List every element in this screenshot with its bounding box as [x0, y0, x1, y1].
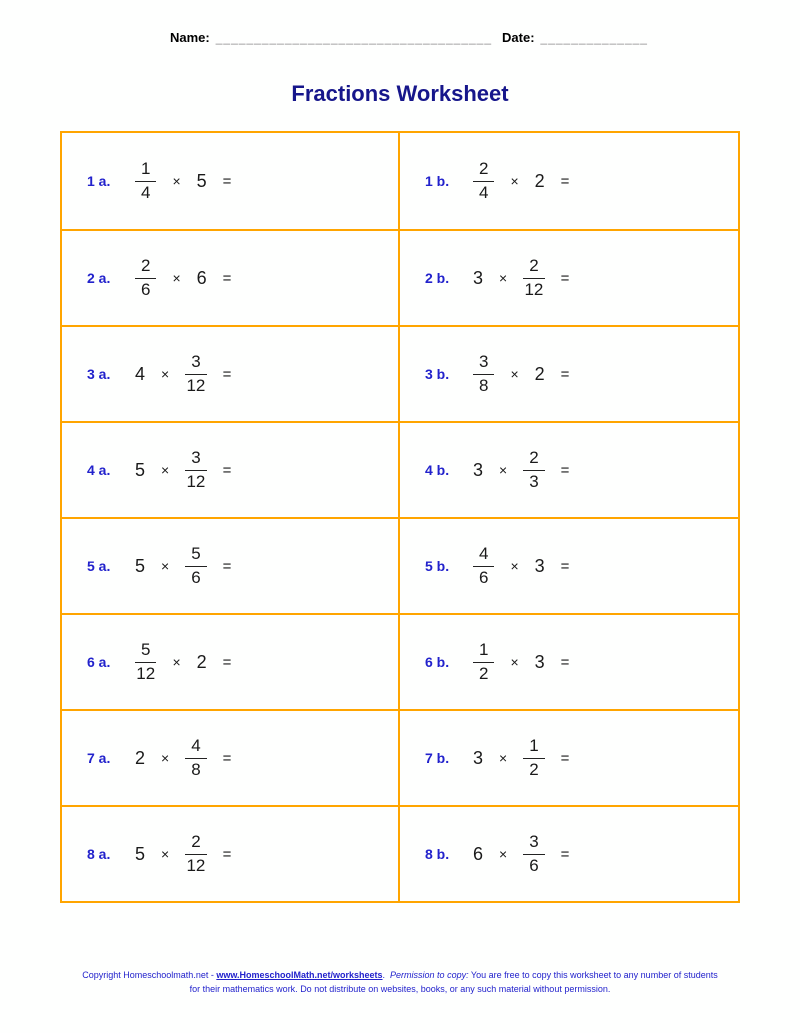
fraction-denominator: 4 [141, 182, 151, 202]
multiply-sign: × [499, 750, 508, 766]
equals-sign: = [222, 172, 232, 190]
equals-sign: = [222, 749, 232, 767]
fraction-numerator: 3 [185, 449, 206, 471]
whole-number: 3 [473, 267, 484, 288]
problem-cell [400, 517, 738, 613]
whole-number: 5 [135, 843, 146, 864]
equals-sign: = [222, 845, 232, 863]
problem-label: 2 a. [87, 270, 111, 286]
fraction-denominator: 12 [186, 375, 206, 395]
fraction-numerator: 3 [185, 353, 206, 375]
multiply-sign: × [172, 270, 181, 286]
problem-cell [400, 709, 738, 805]
permission-label: Permission to copy: [390, 970, 469, 980]
problem-label: 3 a. [87, 366, 111, 382]
whole-number: 2 [534, 363, 545, 384]
fraction-numerator: 2 [523, 449, 544, 471]
worksheets-link[interactable]: www.HomeschoolMath.net/worksheets [216, 970, 383, 980]
multiply-sign: × [510, 654, 519, 670]
fraction-denominator: 12 [186, 471, 206, 491]
whole-number: 3 [534, 651, 545, 672]
fraction-numerator: 2 [523, 257, 544, 279]
fraction [185, 833, 206, 875]
equals-sign: = [560, 365, 570, 383]
footer-copyright [80, 969, 720, 997]
equals-sign: = [560, 172, 570, 190]
name-label: Name: [170, 30, 210, 45]
problem-cell [400, 805, 738, 901]
fraction-denominator: 12 [186, 855, 206, 875]
fraction [523, 257, 544, 299]
multiply-sign: × [161, 462, 170, 478]
equals-sign: = [222, 365, 232, 383]
problem-label: 4 b. [425, 462, 450, 478]
whole-number: 2 [135, 747, 146, 768]
multiply-sign: × [510, 366, 519, 382]
fraction-numerator: 5 [135, 641, 156, 663]
problem-cell [400, 421, 738, 517]
name-blank-line: ____________________________________ [215, 31, 493, 45]
fraction [185, 737, 206, 779]
equals-sign: = [560, 461, 570, 479]
equals-sign: = [222, 461, 232, 479]
problem-cell [62, 325, 400, 421]
fraction-numerator: 4 [185, 737, 206, 759]
date-blank-line: ______________ [540, 31, 648, 45]
fraction-numerator: 2 [135, 257, 156, 279]
problem-label: 5 b. [425, 558, 450, 574]
multiply-sign: × [172, 173, 181, 189]
problem-label: 6 b. [425, 654, 450, 670]
date-label: Date: [502, 30, 535, 45]
multiply-sign: × [161, 750, 170, 766]
fraction [473, 353, 494, 395]
fraction-denominator: 6 [141, 279, 151, 299]
whole-number: 4 [135, 363, 146, 384]
fraction-numerator: 2 [185, 833, 206, 855]
problems-table [60, 131, 740, 903]
equals-sign: = [222, 269, 232, 287]
problem-cell [62, 133, 400, 229]
fraction-denominator: 2 [529, 759, 539, 779]
equals-sign: = [560, 845, 570, 863]
problem-cell [62, 517, 400, 613]
fraction [185, 545, 206, 587]
fraction [523, 449, 544, 491]
whole-number: 3 [473, 459, 484, 480]
multiply-sign: × [172, 654, 181, 670]
multiply-sign: × [510, 558, 519, 574]
fraction-numerator: 5 [185, 545, 206, 567]
fraction [473, 641, 494, 683]
problem-label: 7 a. [87, 750, 111, 766]
problem-label: 8 a. [87, 846, 111, 862]
problem-label: 1 b. [425, 173, 450, 189]
fraction [523, 833, 544, 875]
equals-sign: = [560, 269, 570, 287]
multiply-sign: × [499, 462, 508, 478]
whole-number: 6 [196, 267, 207, 288]
fraction-denominator: 4 [479, 182, 489, 202]
fraction [523, 737, 544, 779]
after-link-text: . [382, 970, 391, 980]
multiply-sign: × [161, 846, 170, 862]
fraction-denominator: 8 [479, 375, 489, 395]
fraction-denominator: 6 [479, 567, 489, 587]
whole-number: 3 [534, 555, 545, 576]
fraction [135, 160, 156, 202]
fraction [135, 257, 156, 299]
whole-number: 5 [196, 170, 207, 191]
whole-number: 6 [473, 843, 484, 864]
problem-cell [62, 709, 400, 805]
multiply-sign: × [499, 846, 508, 862]
multiply-sign: × [510, 173, 519, 189]
problem-cell [400, 133, 738, 229]
fraction-numerator: 1 [135, 160, 156, 182]
fraction-denominator: 3 [529, 471, 539, 491]
whole-number: 5 [135, 555, 146, 576]
fraction-denominator: 2 [479, 663, 489, 683]
fraction [473, 545, 494, 587]
problem-label: 5 a. [87, 558, 111, 574]
fraction-denominator: 8 [191, 759, 201, 779]
whole-number: 2 [196, 651, 207, 672]
problem-cell [62, 421, 400, 517]
fraction [135, 641, 156, 683]
multiply-sign: × [499, 270, 508, 286]
equals-sign: = [560, 557, 570, 575]
problem-cell [400, 229, 738, 325]
problem-cell [62, 229, 400, 325]
problem-label: 3 b. [425, 366, 450, 382]
equals-sign: = [222, 557, 232, 575]
whole-number: 2 [534, 170, 545, 191]
fraction-numerator: 1 [523, 737, 544, 759]
fraction [473, 160, 494, 202]
problem-cell [62, 613, 400, 709]
permission-text: You are free to copy this worksheet to any number of students for their mathematics work. Do not distribute on websites, books, or any such material without permission. [189, 970, 718, 994]
page-title: Fractions Worksheet [291, 81, 509, 106]
problem-cell [400, 325, 738, 421]
fraction-numerator: 1 [473, 641, 494, 663]
fraction-numerator: 3 [473, 353, 494, 375]
problem-label: 2 b. [425, 270, 450, 286]
whole-number: 3 [473, 747, 484, 768]
multiply-sign: × [161, 558, 170, 574]
name-date-header [0, 0, 800, 45]
fraction-denominator: 6 [529, 855, 539, 875]
equals-sign: = [560, 749, 570, 767]
problem-label: 4 a. [87, 462, 111, 478]
problem-label: 1 a. [87, 173, 111, 189]
problem-cell [62, 805, 400, 901]
problem-label: 6 a. [87, 654, 111, 670]
multiply-sign: × [161, 366, 170, 382]
problem-cell [400, 613, 738, 709]
fraction-numerator: 4 [473, 545, 494, 567]
whole-number: 5 [135, 459, 146, 480]
copyright-text: Copyright Homeschoolmath.net - [82, 970, 217, 980]
problem-label: 8 b. [425, 846, 450, 862]
fraction [185, 449, 206, 491]
equals-sign: = [560, 653, 570, 671]
problem-label: 7 b. [425, 750, 450, 766]
equals-sign: = [222, 653, 232, 671]
fraction-denominator: 12 [136, 663, 156, 683]
fraction-numerator: 3 [523, 833, 544, 855]
fraction-denominator: 12 [524, 279, 544, 299]
fraction [185, 353, 206, 395]
fraction-numerator: 2 [473, 160, 494, 182]
fraction-denominator: 6 [191, 567, 201, 587]
